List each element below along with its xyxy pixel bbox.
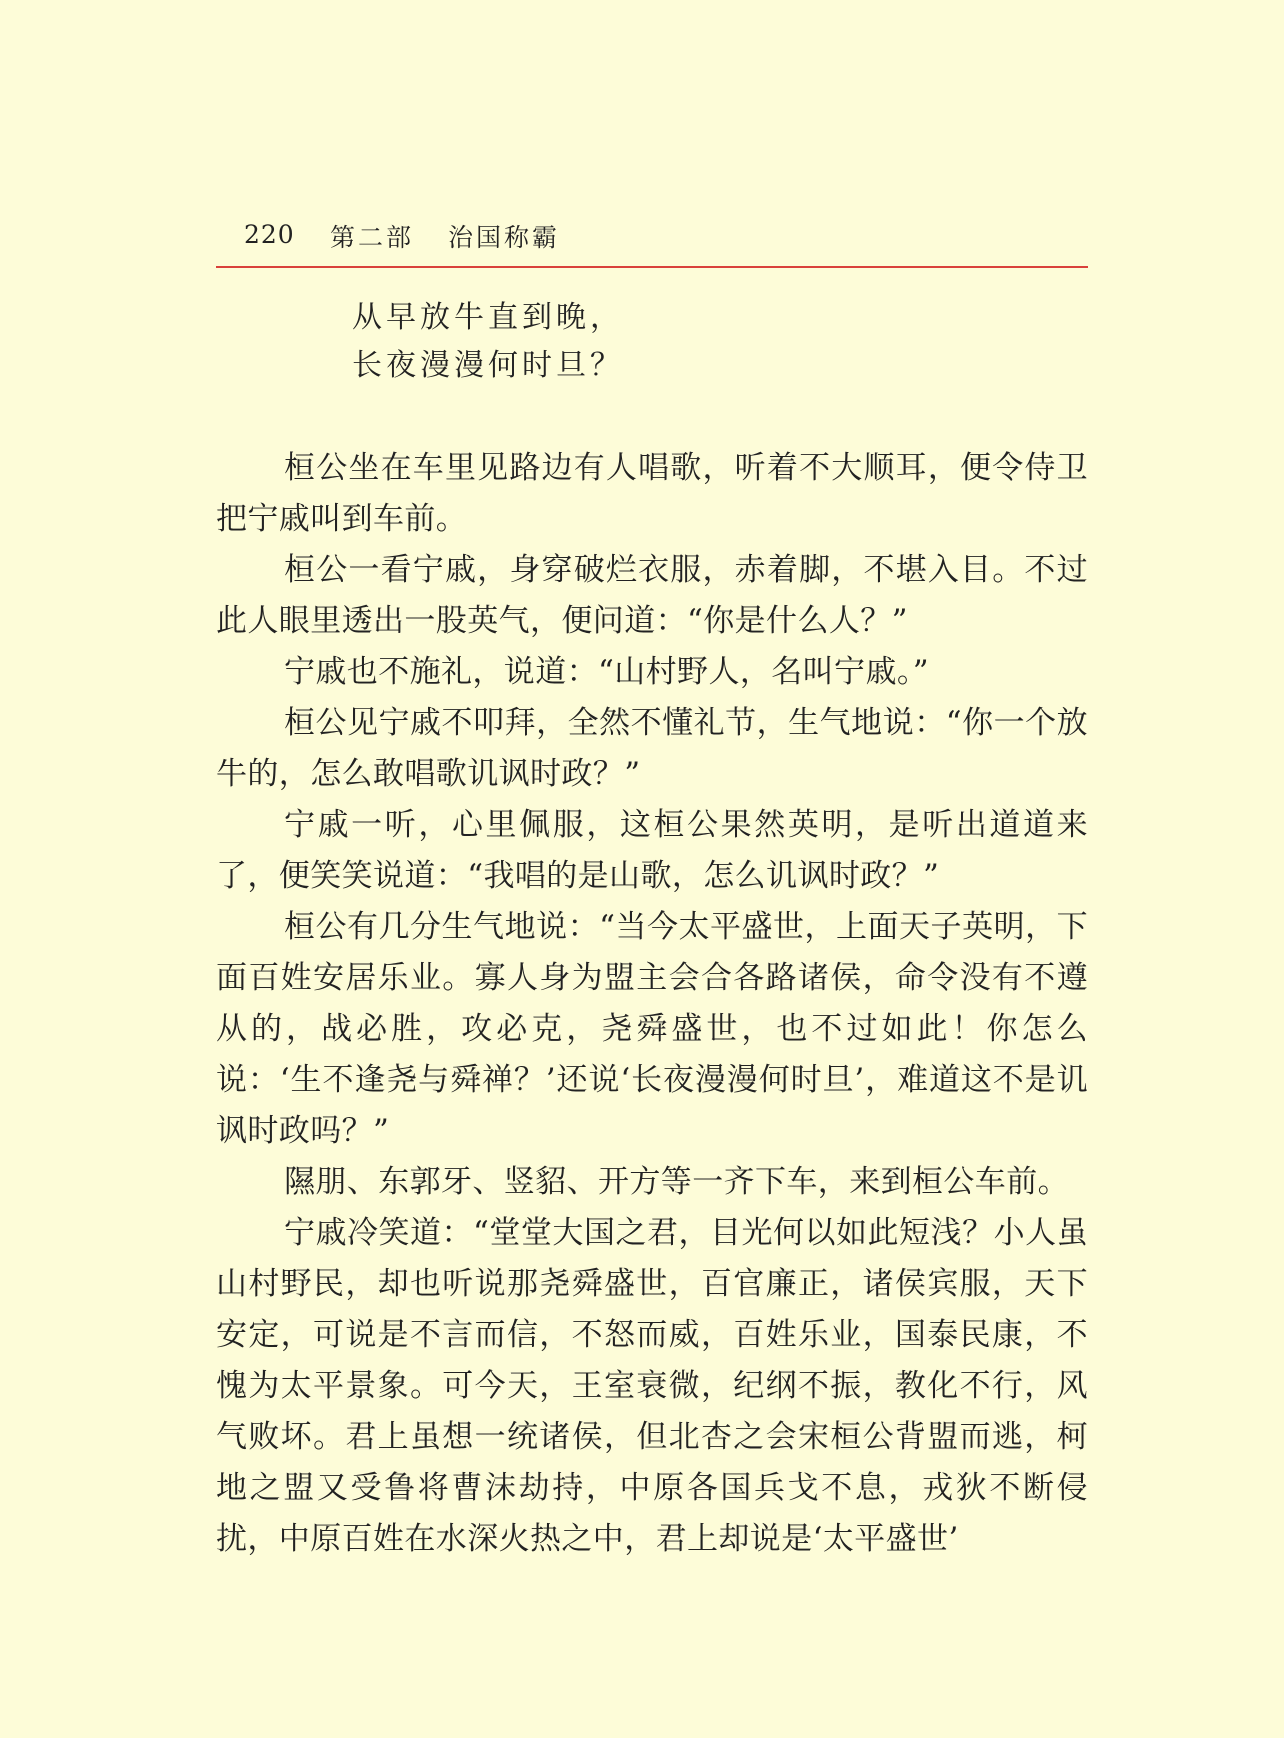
running-header [216,216,1088,268]
page-number: 220 [244,220,295,249]
verse-line: 长夜漫漫何时旦？ [352,348,624,383]
paragraph: 宁戚也不施礼，说道：“山村野人，名叫宁戚。” [284,654,929,690]
paragraph: 桓公有几分生气地说：“当今太平盛世，上面天子英明，下面百姓安居乐业。寡人身为盟主会合各路诸侯，命令没有不遵从的，战必胜，攻必克，尧舜盛世，也不过如此！你怎么说：‘生不逢尧与舜禅？’还说‘长夜漫漫何时旦’，难道这不是讥讽时政吗？” [216,909,1088,1149]
body-text [216,443,1088,1565]
verse-line: 从早放牛直到晚， [352,300,624,335]
paragraph: 宁戚一听，心里佩服，这桓公果然英明，是听出道道来了，便笑笑说道：“我唱的是山歌，怎么讥讽时政？” [216,807,1088,894]
section-title: 治国称霸 [448,223,561,252]
paragraph: 宁戚冷笑道：“堂堂大国之君，目光何以如此短浅？小人虽山村野民，却也听说那尧舜盛世，百官廉正，诸侯宾服，天下安定，可说是不言而信，不怒而威，百姓乐业，国泰民康，不愧为太平景象。可今天，王室衰微，纪纲不振，教化不行，风气败坏。君上虽想一统诸侯，但北杏之会宋桓公背盟而逃，柯地之盟又受鲁将曹沫劫持，中原各国兵戈不息，戎狄不断侵扰，中原百姓在水深火热之中，君上却说是‘太平盛世’ [216,1215,1088,1557]
paragraph: 桓公见宁戚不叩拜，全然不懂礼节，生气地说：“你一个放牛的，怎么敢唱歌讥讽时政？” [216,705,1088,792]
paragraph: 桓公一看宁戚，身穿破烂衣服，赤着脚，不堪入目。不过此人眼里透出一股英气，便问道：“你是什么人？” [216,552,1088,639]
verse-block [352,294,952,390]
paragraph: 隰朋、东郭牙、竖貂、开方等一齐下车，来到桓公车前。 [284,1164,1069,1200]
paragraph: 桓公坐在车里见路边有人唱歌，听着不大顺耳，便令侍卫把宁戚叫到车前。 [216,450,1088,537]
part-title: 第二部 [330,223,415,252]
